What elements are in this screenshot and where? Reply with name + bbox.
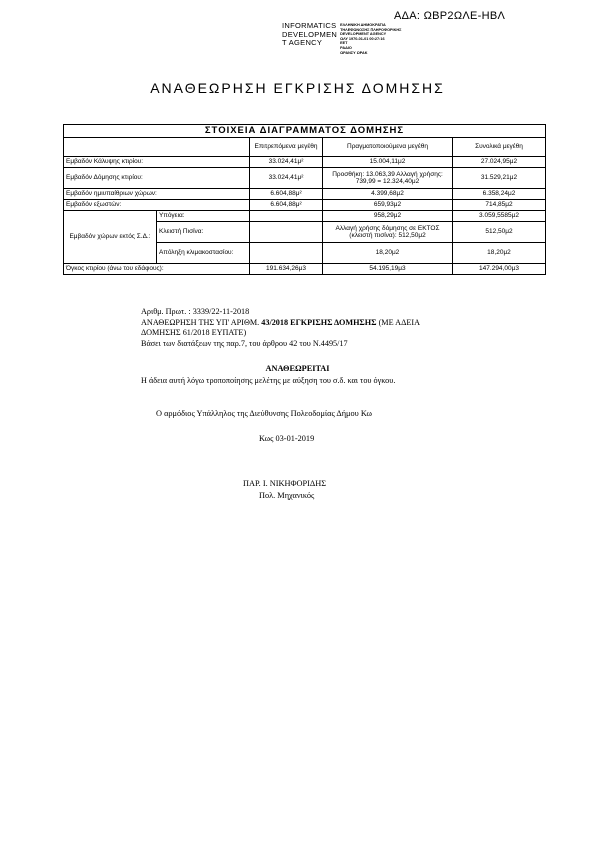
- legal-basis: Βάσει των διατάξεων της παρ.7, του άρθρου 42 του Ν.4495/17: [141, 338, 348, 348]
- row-label: Εμβαδόν Δόμησης κτιρίου:: [64, 168, 250, 189]
- cell-realized: Αλλαγή χρήσης δόμησης σε ΕΚΤΟΣ (κλειστή πισίνα): 512,50μ2: [323, 222, 453, 243]
- agency-small-line: ΩΡΑΝΣΥ ΩΡΑΚ: [340, 50, 368, 55]
- cell-allowed: 33.024,41μ²: [250, 157, 323, 168]
- agency-stamp: [282, 22, 401, 55]
- cell-total: 18,20μ2: [453, 243, 546, 264]
- protocol-number: Αριθμ. Πρωτ. : 3339/22-11-2018: [141, 307, 250, 316]
- row-label: Υπόγεια:: [157, 211, 250, 222]
- row-label: Εμβαδόν Κάλυψης κτιρίου:: [64, 157, 250, 168]
- cell-realized: 4.399,68μ2: [323, 189, 453, 200]
- table-row: [64, 168, 546, 189]
- permit-reference: ΔΟΜΗΣΗΣ 61/2018 ΕΥΠΑΤΕ): [141, 328, 247, 337]
- column-header: Επιτρεπόμενα μεγέθη: [250, 138, 323, 157]
- cell-allowed: [250, 222, 323, 243]
- table-header: ΣΤΟΙΧΕΙΑ ΔΙΑΓΡΑΜΜΑΤΟΣ ΔΟΜΗΣΗΣ: [64, 125, 546, 138]
- table-row: [64, 189, 546, 200]
- cell-allowed: 33.024,41μ²: [250, 168, 323, 189]
- building-data-table: [63, 124, 546, 275]
- cell-total: 3.059,5585μ2: [453, 211, 546, 222]
- cell-allowed: 191.634,26μ3: [250, 264, 323, 275]
- agency-line: T AGENCY: [282, 38, 323, 47]
- cell-total: 6.358,24μ2: [453, 189, 546, 200]
- revision-heading: ΑΝΑΘΕΩΡΕΙΤΑΙ: [265, 364, 330, 373]
- cell-total: 147.294,00μ3: [453, 264, 546, 275]
- protocol-block: [141, 307, 420, 349]
- signer-title: Πολ. Μηχανικός: [259, 491, 315, 500]
- cell-allowed: 6.604,88μ²: [250, 200, 323, 211]
- place-date: Κως 03-01-2019: [259, 434, 315, 443]
- agency-small-line: ΕΛΛΗΝΙΚΗ ΔΗΜΟΚΡΑΤΙΑ: [340, 23, 386, 27]
- cell-realized: 54.195,19μ3: [323, 264, 453, 275]
- table-row: [64, 200, 546, 211]
- ada-code: ΑΔΑ: ΩΒΡ2ΩΛΕ-ΗΒΛ: [394, 10, 506, 22]
- empty-header-cell: [64, 138, 250, 157]
- document-title: ΑΝΑΘΕΩΡΗΣΗ ΕΓΚΡΙΣΗΣ ΔΟΜΗΣΗΣ: [150, 80, 445, 96]
- cell-total: 27.024,95μ2: [453, 157, 546, 168]
- cell-realized: 18,20μ2: [323, 243, 453, 264]
- revision-description: Η άδεια αυτή λόγω τροποποίησης μελέτης με αύξηση του σ.δ. και του όγκου.: [141, 376, 396, 385]
- revision-prefix: ΑΝΑΘΕΩΡΗΣΗ ΤΗΣ ΥΠ' ΑΡΙΘΜ.: [141, 317, 260, 327]
- approval-number: 43/2018 ΕΓΚΡΙΣΗΣ ΔΟΜΗΣΗΣ: [261, 317, 377, 327]
- row-label: Εμβαδόν εξωστών:: [64, 200, 250, 211]
- agency-line: DEVELOPMEN: [282, 29, 338, 39]
- cell-realized: Προσθήκη: 13.063,39 Αλλαγή χρήσης: 739,99 = 12.324,40μ2: [323, 168, 453, 189]
- cell-total: 714,85μ2: [453, 200, 546, 211]
- cell-allowed: 6.604,88μ²: [250, 189, 323, 200]
- agency-small-line: ΡΑΔΙΟ: [340, 45, 352, 50]
- table-row: [64, 264, 546, 275]
- cell-realized: 15.004,11μ2: [323, 157, 453, 168]
- cell-realized: 659,93μ2: [323, 200, 453, 211]
- agency-name: [282, 22, 337, 55]
- agency-small-text: [340, 23, 401, 55]
- agency-line: INFORMATICS: [282, 21, 337, 30]
- agency-small-line: ΩΛΥ 1970-01-01 00:27:16: [340, 36, 385, 41]
- cell-total: 31.529,21μ2: [453, 168, 546, 189]
- cell-allowed: [250, 211, 323, 222]
- column-header: Συνολικά μεγέθη: [453, 138, 546, 157]
- cell-realized: 958,29μ2: [323, 211, 453, 222]
- table-row: [64, 157, 546, 168]
- cell-allowed: [250, 243, 323, 264]
- signature-block: [243, 478, 326, 502]
- row-label: Εμβαδόν ημιυπαίθριων χώρων:: [64, 189, 250, 200]
- agency-small-line: ΤΗΛΕΦΩΝΟΣΗΣ ΠΛΗΡΟΦΟΡΙΚΗΣ: [340, 27, 402, 32]
- column-header: Πραγματοποιούμενα μεγέθη: [323, 138, 453, 157]
- revision-reference: [141, 318, 420, 329]
- cell-total: 512,50μ2: [453, 222, 546, 243]
- agency-small-line: DEVELOPMENT AGENCY: [340, 32, 387, 37]
- table-row: [64, 211, 546, 222]
- agency-small-line: EET: [340, 41, 348, 46]
- row-label: Απόληξη κλιμακοστασίου:: [157, 243, 250, 264]
- revision-suffix: (ΜΕ ΑΔΕΙΑ: [378, 317, 420, 327]
- row-group-label: Εμβαδόν χώρων εκτός Σ.Δ.:: [64, 211, 157, 264]
- row-label: Όγκος κτιρίου (άνω του εδάφους):: [64, 264, 250, 275]
- signer-name: ΠΑΡ. Ι. ΝΙΚΗΦΟΡΙΔΗΣ: [243, 479, 327, 488]
- row-label: Κλειστή Πισίνα:: [157, 222, 250, 243]
- official-title: Ο αρμόδιος Υπάλληλος της Διεύθυνσης Πολεοδομίας Δήμου Κω: [156, 409, 372, 418]
